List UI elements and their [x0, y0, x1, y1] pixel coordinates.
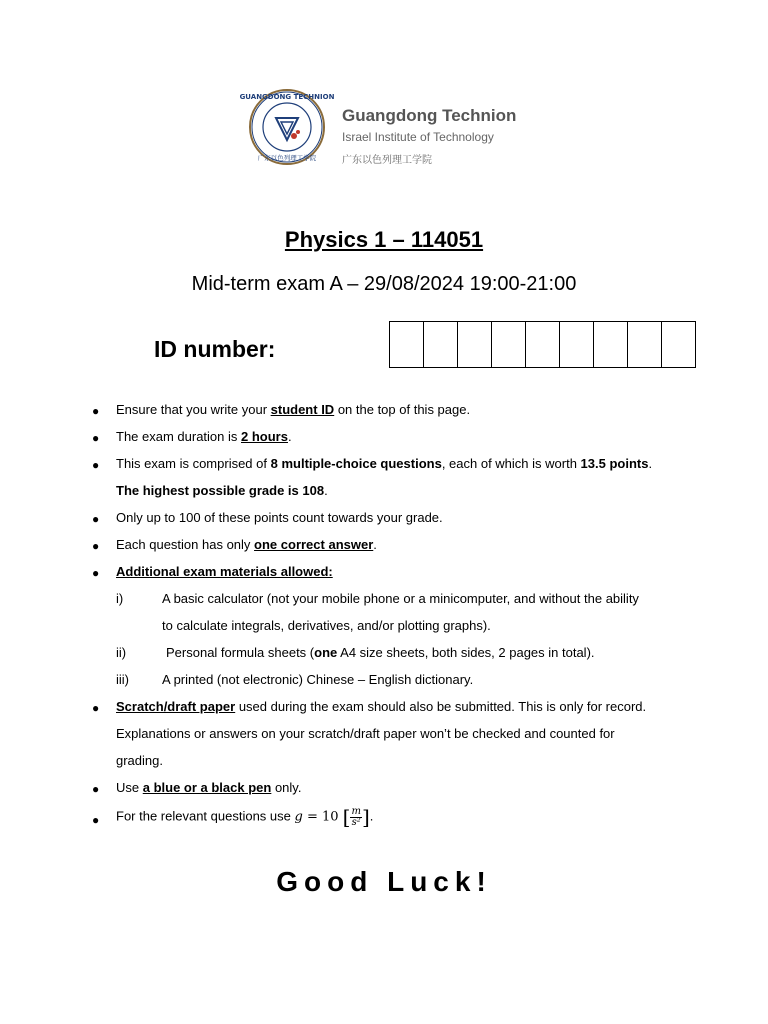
id-digit-box[interactable] [560, 322, 594, 367]
university-logo [239, 88, 528, 168]
id-digit-box[interactable] [390, 322, 424, 367]
sub-item-calculator: A basic calculator (not your mobile phone or a minicomputer, and without the ability [162, 591, 639, 606]
bullet-icon: ● [92, 512, 100, 526]
bullet-icon: ● [92, 701, 100, 715]
rule-duration: The exam duration is 2 hours. [116, 429, 292, 444]
sub-item-number: i) [116, 591, 124, 606]
id-digit-box[interactable] [628, 322, 662, 367]
bullet-icon: ● [92, 813, 100, 827]
rule-questions: This exam is comprised of 8 multiple-choice questions, each of which is worth 13.5 points. [116, 456, 653, 471]
rule-materials-heading: Additional exam materials allowed: [116, 564, 333, 579]
sub-item-formula-sheets: Personal formula sheets (one A4 size sheets, both sides, 2 pages in total). [166, 645, 595, 660]
org-subtitle: Israel Institute of Technology [342, 130, 494, 144]
rule-scratch-paper-cont: Explanations or answers on your scratch/draft paper won’t be checked and counted for [116, 726, 615, 741]
exam-title: Physics 1 – 114051 [284, 227, 484, 252]
rule-scratch-paper-cont2: grading. [116, 753, 163, 768]
sub-item-dictionary: A printed (not electronic) Chinese – English dictionary. [162, 672, 474, 687]
org-name-en: Guangdong Technion [342, 106, 517, 125]
id-digit-box[interactable] [458, 322, 492, 367]
bullet-icon: ● [92, 782, 100, 796]
rule-student-id: Ensure that you write your student ID on the top of this page. [116, 402, 471, 417]
seal-text-top: GUANGDONG TECHNION [239, 93, 335, 101]
gravity-unit-fraction: $\frac{m}{\text{s²}}$ [351, 805, 361, 828]
id-digit-box[interactable] [594, 322, 628, 367]
exam-subtitle: Mid-term exam A – 29/08/2024 19:00-21:00 [191, 273, 577, 295]
seal-text-bottom: 广东以色列理工学院 [257, 154, 317, 162]
id-digit-box[interactable] [662, 322, 695, 367]
rule-gravity: For the relevant questions use g = 10 [ $\frac{m}{\text{s²}}$ ]. [116, 805, 374, 829]
bullet-icon: ● [92, 566, 100, 580]
org-name-cn: 广东以色列理工学院 [342, 155, 432, 166]
id-number-label: ID number: [154, 336, 276, 362]
bullet-icon: ● [92, 404, 100, 418]
rule-one-answer: Each question has only one correct answer. [116, 537, 377, 552]
bullet-icon: ● [92, 458, 100, 472]
rule-points-cap: Only up to 100 of these points count towards your grade. [116, 510, 443, 525]
id-digit-box[interactable] [526, 322, 560, 367]
id-number-boxes[interactable] [389, 321, 696, 368]
bullet-icon: ● [92, 539, 100, 553]
university-seal-icon [239, 88, 335, 166]
sub-item-number: ii) [116, 645, 127, 660]
rule-pen: Use a blue or a black pen only. [116, 780, 302, 795]
bullet-icon: ● [92, 431, 100, 445]
id-digit-box[interactable] [424, 322, 458, 367]
sub-item-calculator-cont: to calculate integrals, derivatives, and/or plotting graphs). [162, 618, 491, 633]
good-luck-message: Good Luck! [276, 866, 492, 897]
rule-highest-grade: The highest possible grade is 108. [116, 483, 328, 498]
id-digit-box[interactable] [492, 322, 526, 367]
sub-item-number: iii) [116, 672, 129, 687]
rule-scratch-paper: Scratch/draft paper used during the exam should also be submitted. This is only for record. [116, 699, 647, 714]
